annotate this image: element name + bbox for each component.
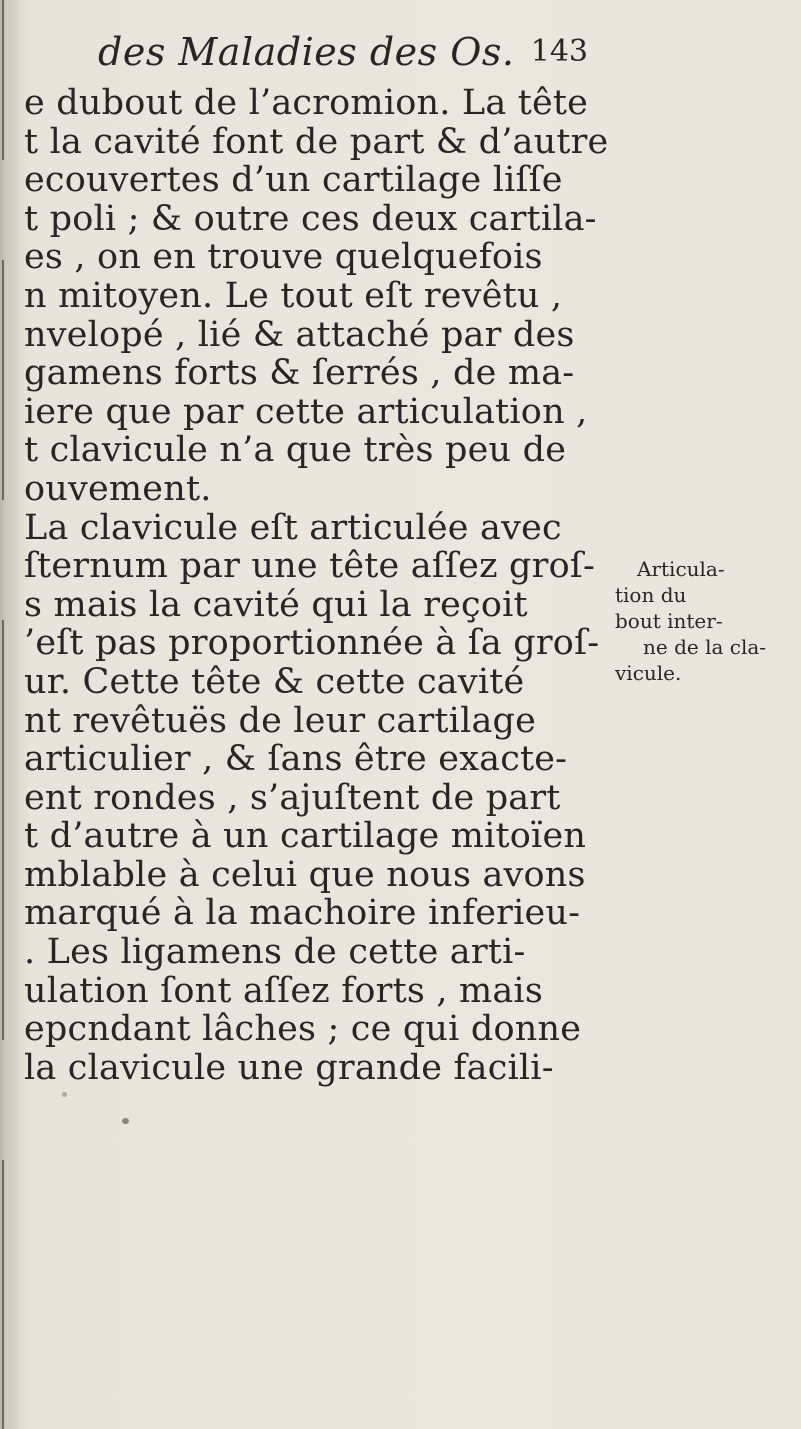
- text-line: marqué à la machoire inferieu-: [24, 893, 581, 934]
- text-line: e dubout de l’acromion. La tête: [24, 83, 589, 123]
- text-line: iere que par cette articulation ,: [24, 391, 588, 432]
- text-line: ur. Cette tête & cette cavité: [24, 661, 525, 702]
- text-line: ecouvertes d’un cartilage liſſe: [24, 160, 563, 201]
- ink-speck: [62, 1092, 67, 1097]
- text-line: t clavicule n’a que très peu de: [24, 430, 567, 471]
- text-line: ſternum par une tête aſſez groſ-: [24, 546, 596, 587]
- text-line: . Les ligamens de cette arti-: [24, 932, 526, 973]
- text-line: n mitoyen. Le tout eſt revêtu ,: [24, 275, 563, 316]
- text-line: la clavicule une grande facili-: [24, 1047, 554, 1088]
- text-line: ulation ſont aſſez forts , mais: [24, 970, 543, 1011]
- gutter-edge-line: [2, 1160, 4, 1429]
- margin-note-line: Articula-: [637, 557, 725, 581]
- text-line: t poli ; & outre ces deux cartila-: [24, 198, 597, 239]
- text-line: es , on en trouve quelquefois: [24, 237, 543, 278]
- text-line: s mais la cavité qui la reçoit: [24, 584, 528, 625]
- text-line: nvelopé , lié & attaché par des: [24, 314, 575, 355]
- text-line: t d’autre à un cartilage mitoïen: [24, 816, 587, 857]
- running-title: des Maladies des Os.: [98, 30, 515, 74]
- body-text: [24, 84, 610, 1087]
- gutter-edge-line: [2, 0, 4, 160]
- gutter-edge-line: [2, 620, 4, 1040]
- page-number: 143: [530, 34, 588, 69]
- page-gutter: [0, 0, 18, 1429]
- text-line: epcndant lâches ; ce qui donne: [24, 1009, 582, 1050]
- gutter-edge-line: [2, 260, 4, 500]
- ink-speck: [122, 1118, 129, 1124]
- text-line: mblable à celui que nous avons: [24, 854, 586, 895]
- text-line: ’eſt pas proportionnée à ſa groſ-: [24, 623, 600, 664]
- text-line: t la cavité font de part & d’autre: [24, 121, 609, 162]
- text-line: La clavicule eſt articulée avec: [24, 507, 562, 548]
- margin-note-line: ne de la cla-: [643, 635, 767, 659]
- text-line: gamens forts & ſerrés , de ma-: [24, 353, 575, 394]
- margin-note: [615, 556, 795, 686]
- text-line: ouvement.: [24, 468, 212, 509]
- margin-note-line: tion du: [615, 583, 687, 607]
- text-line: articulier , & ſans être exacte-: [24, 739, 568, 780]
- text-line: nt revêtuës de leur cartilage: [24, 700, 537, 741]
- margin-note-line: vicule.: [615, 661, 682, 685]
- page-header: [98, 30, 588, 78]
- margin-note-line: bout inter-: [615, 609, 723, 633]
- text-line: ent rondes , s’ajuſtent de part: [24, 777, 561, 818]
